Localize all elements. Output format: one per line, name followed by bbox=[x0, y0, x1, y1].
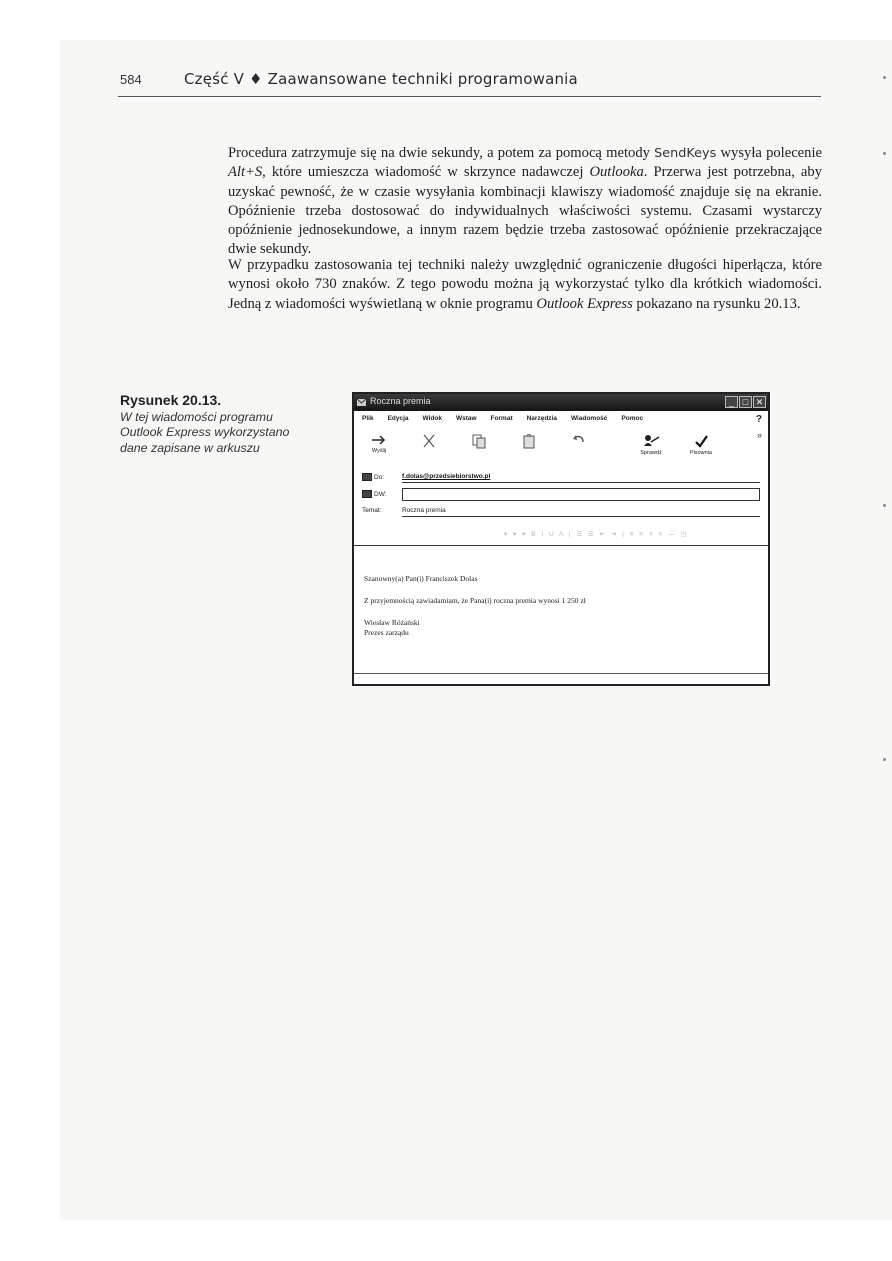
menu-tools[interactable]: Narzędzia bbox=[526, 415, 557, 422]
scan-mark bbox=[883, 504, 886, 507]
page-number: 584 bbox=[120, 72, 142, 87]
undo-icon bbox=[571, 433, 587, 447]
minimize-button[interactable]: _ bbox=[725, 396, 738, 408]
paste-icon bbox=[521, 433, 537, 449]
address-book-icon[interactable] bbox=[362, 473, 372, 481]
menu-help[interactable]: Pomoc bbox=[621, 415, 644, 422]
paragraph-2: W przypadku zastosowania tej techniki należy uwzględnić ograniczenie długości hiperłącza, które wynosi około 730 znaków. Z tego powodu można ją wykorzystać tylko dla krótkich wiadomości. Jedną z wiadomości wyświetlaną w oknie programu Outlook Express pokazano na rysunku 20.13. bbox=[228, 257, 822, 312]
to-field[interactable]: f.dolas@przedsiebiorstwo.pl bbox=[402, 471, 760, 483]
code-sendkeys: SendKeys bbox=[654, 146, 717, 161]
menu-insert[interactable]: Wstaw bbox=[455, 415, 477, 422]
header-rule bbox=[118, 96, 821, 97]
spelling-icon bbox=[693, 433, 709, 449]
window-title: Roczna premia bbox=[370, 396, 431, 406]
window-titlebar bbox=[354, 394, 768, 411]
cc-label: DW: bbox=[374, 490, 387, 498]
subject-field[interactable]: Roczna premia bbox=[402, 505, 760, 517]
message-greeting: Szanowny(a) Pan(i) Franciszek Dolas bbox=[364, 574, 478, 583]
message-line: Z przyjemnością zawiadamiam, że Pana(i) roczna premia wynosi 1 250 zł bbox=[364, 596, 586, 605]
screenshot-figure bbox=[352, 392, 770, 686]
to-label: Do: bbox=[374, 473, 385, 481]
toolbar-overflow-chevron[interactable]: » bbox=[756, 430, 762, 440]
body-separator bbox=[354, 545, 768, 546]
menu-message[interactable]: Wiadomość bbox=[570, 415, 608, 422]
caption-text: W tej wiadomości programu Outlook Express wykorzystano dane zapisane w arkuszu bbox=[120, 410, 290, 455]
cut-icon bbox=[421, 433, 437, 449]
mail-app-icon bbox=[357, 397, 367, 407]
send-icon bbox=[371, 433, 387, 447]
toolbar bbox=[358, 430, 764, 464]
scan-mark bbox=[883, 152, 886, 155]
bottom-separator bbox=[354, 673, 768, 674]
signature-name: Wiesław Różański bbox=[364, 618, 420, 627]
caption-title: Rysunek 20.13. bbox=[120, 392, 222, 408]
app-name: Outlook Express bbox=[536, 295, 633, 312]
page-header bbox=[120, 70, 820, 96]
to-row bbox=[362, 470, 760, 486]
undo-button[interactable] bbox=[562, 430, 596, 462]
subject-row bbox=[362, 504, 760, 520]
key-combination: Alt+S bbox=[228, 164, 263, 181]
figure-caption bbox=[120, 392, 290, 456]
formatting-toolbar[interactable]: ▾ ▾ ▾ B I U A | ☰ ☰ ⇤ ⇥ | ≡ ≡ ≡ ≡ — ◳ bbox=[504, 531, 689, 538]
check-names-button[interactable]: Sprawdź bbox=[634, 430, 668, 462]
help-icon[interactable]: ? bbox=[755, 414, 762, 425]
address-book-icon[interactable] bbox=[362, 490, 372, 498]
cut-button[interactable] bbox=[412, 430, 446, 462]
spelling-button[interactable]: Pisownia bbox=[684, 430, 718, 462]
signature-title: Prezes zarządu bbox=[364, 628, 409, 637]
paragraph-1: Procedura zatrzymuje się na dwie sekundy, a potem za pomocą metody SendKeys wysyła polecenie Alt+S, które umieszcza wiadomość w skrzynce nadawczej Outlooka. Przerwa jest potrzebna, aby uzyskać pewność, że w czasie wysyłania kombinacji klawiszy wiadomość znajduje się na ekranie. Opóźnienie trzeba dostosować do indywidualnych właściwości systemu. Czasami wystarczy opóźnienie jednosekundowe, a innym razem będzie trzeba zastosować opóźnienie przekraczające dwie sekundy. bbox=[228, 145, 822, 258]
send-button[interactable]: Wyślij bbox=[362, 430, 396, 462]
menu-format[interactable]: Format bbox=[490, 415, 513, 422]
cc-row bbox=[362, 487, 760, 503]
close-button[interactable]: ✕ bbox=[753, 396, 766, 408]
menu-bar bbox=[362, 415, 748, 427]
running-title: Część V ♦ Zaawansowane techniki programowania bbox=[184, 70, 578, 88]
copy-icon bbox=[471, 433, 487, 449]
subject-label: Temat: bbox=[362, 507, 382, 514]
paste-button[interactable] bbox=[512, 430, 546, 462]
app-name: Outlooka bbox=[589, 164, 644, 181]
cc-field[interactable] bbox=[402, 488, 760, 501]
menu-view[interactable]: Widok bbox=[422, 415, 442, 422]
scan-mark bbox=[883, 758, 886, 761]
menu-edit[interactable]: Edycja bbox=[387, 415, 409, 422]
menu-file[interactable]: Plik bbox=[362, 415, 374, 422]
check-names-icon bbox=[642, 433, 660, 449]
copy-button[interactable] bbox=[462, 430, 496, 462]
maximize-button[interactable]: □ bbox=[739, 396, 752, 408]
scan-mark bbox=[883, 76, 886, 79]
